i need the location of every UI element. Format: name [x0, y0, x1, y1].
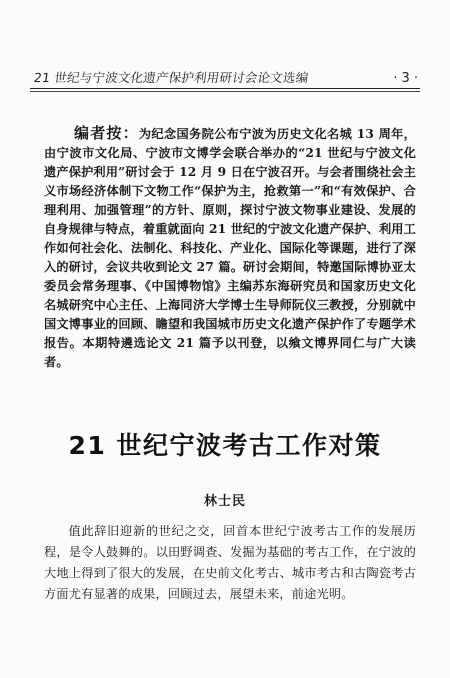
- page-number: · 3 ·: [393, 71, 418, 86]
- article-body: [44, 521, 416, 605]
- article-author: 林士民: [203, 494, 246, 509]
- editor-note: [44, 124, 416, 372]
- running-header: [34, 64, 418, 86]
- article-body-paragraph: 值此辞旧迎新的世纪之交，回首本世纪宁波考古工作的发展历程，是令人鼓舞的。以田野调查、发掘为基础的考古工作，在宁波的大地上得到了很大的发展，在史前文化考古、城市考古和古陶瓷考古方面尤有显著的成果，回顾过去，展望未来，前途光明。: [44, 524, 416, 601]
- header-rule-thin: [30, 91, 420, 92]
- header-rule: [30, 88, 420, 89]
- article-title: 21 世纪宁波考古工作对策: [68, 431, 382, 460]
- editor-note-text: 为纪念国务院公布宁波为历史文化名城 13 周年，由宁波市文化局、宁波市文博学会联合举办的“21 世纪与宁波文化遗产保护利用”研讨会于 12 月 9 日在宁波召开。与会者围绕社会主义市场经济体制下文物工作“保护为主，抢救第一”和“有效保护、合理利用、加强管理”的方针、原则，探讨宁波文物事业建设、发展的自身规律与特点，着重就面向 21 世纪的宁波文化遗产保护、利用工作如何社会化、法制化、科技化、产业化、国际化等课题，进行了深入的研讨，会议共收到论文 27 篇。研讨会期间，特邀国际博协亚太委员会常务理事、《中国博物馆》主编苏东海研究员和国家历史文化名城研究中心主任、上海同济大学博士生导师阮仪三教授，分别就中国文博事业的回顾、瞻望和我国城市历史文化遗产保护作了专题学术报告。本期特遴选论文 21 篇予以刊登，以飨文博界同仁与广大读者。: [44, 127, 416, 369]
- editor-note-label: 编者按：: [74, 124, 139, 142]
- running-title: 21 世纪与宁波文化遗产保护利用研讨会论文选编: [32, 70, 310, 85]
